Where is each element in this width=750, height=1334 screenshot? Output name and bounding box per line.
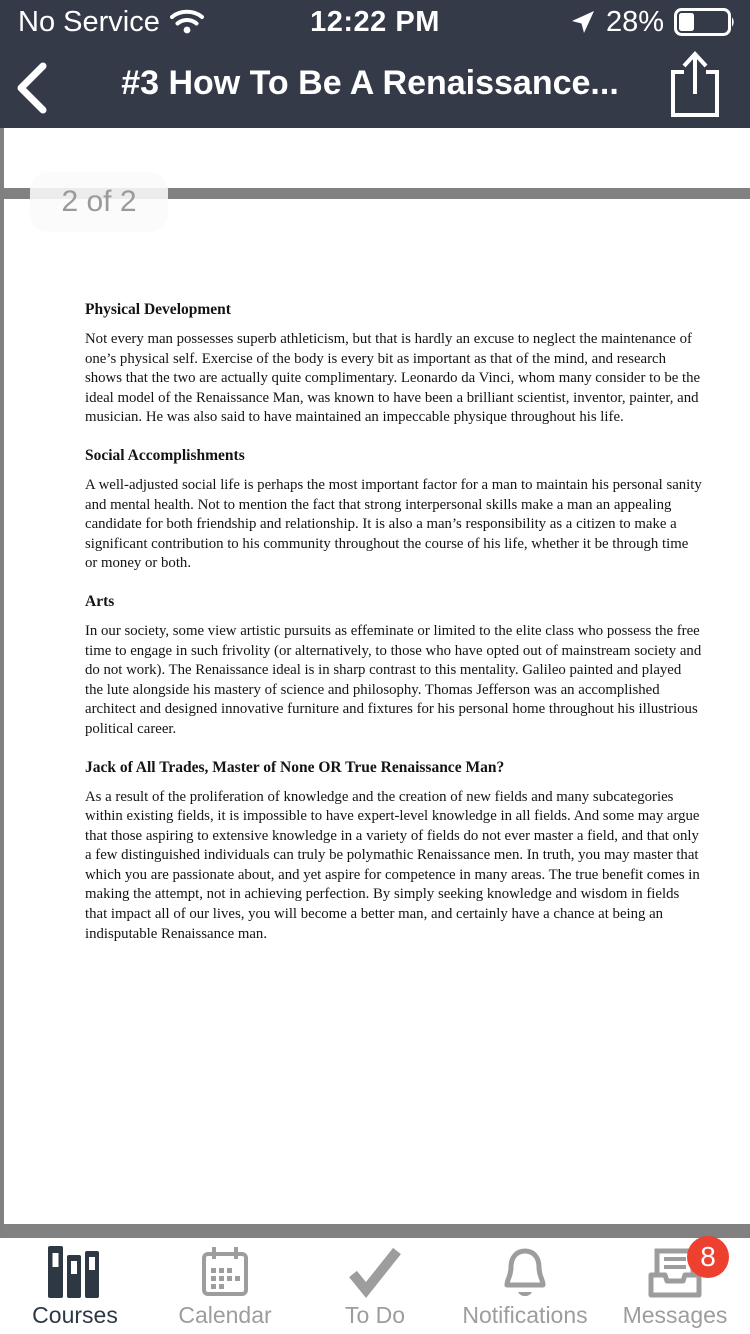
bell-icon bbox=[500, 1245, 550, 1299]
document-section bbox=[85, 446, 702, 574]
tab-label-calendar: Calendar bbox=[178, 1302, 272, 1328]
bottom-tab-bar bbox=[0, 1238, 750, 1334]
nav-bar bbox=[0, 44, 750, 128]
tab-label-courses: Courses bbox=[32, 1302, 118, 1328]
clock: 12:22 PM bbox=[310, 6, 440, 38]
tab-courses[interactable] bbox=[0, 1238, 150, 1334]
document-section bbox=[85, 300, 702, 428]
tab-todo[interactable] bbox=[300, 1238, 450, 1334]
tab-notifications[interactable] bbox=[450, 1238, 600, 1334]
courses-icon bbox=[46, 1246, 104, 1298]
messages-badge: 8 bbox=[687, 1236, 729, 1278]
section-paragraph: As a result of the proliferation of knowledge and the creation of new fields and many subcategories within existing fields, it is impossible to have expert-level knowledge in all fields. And some may argue that those aspiring to extensive knowledge in a variety of fields do not ever master a field, and that only a few distinguished individuals can truly be polymathic Renaissance men. In truth, you may master that which you are passionate about, and yet aspire for competence in many areas. The true benefit comes in making the attempt, not in achieving perfection. By simply seeking knowledge and wisdom in fields that impact all of our lives, you will become a better man, and certainly have a chance at being an indisputable Renaissance man. bbox=[85, 788, 700, 942]
calendar-icon bbox=[200, 1246, 250, 1298]
back-button[interactable] bbox=[14, 62, 66, 114]
document-page bbox=[85, 300, 702, 962]
document-section bbox=[85, 592, 702, 740]
share-button[interactable] bbox=[666, 50, 728, 120]
section-heading: Social Accomplishments bbox=[85, 446, 245, 464]
section-heading: Physical Development bbox=[85, 301, 231, 318]
page-edge-line bbox=[0, 128, 4, 1238]
section-paragraph: In our society, some view artistic pursuits as effeminate or limited to the elite class who possess the free time to engage in such frivolity (or alternatively, to those who have opted out of mainstream society and do not work). The Renaissance ideal is in sharp contrast to this mentality. Galileo painted and played the lute alongside his mastery of science and philosophy. Thomas Jefferson was an accomplished architect and designed innovative furniture and fixtures for his personal home throughout his illustrious political career. bbox=[85, 622, 702, 737]
tab-calendar[interactable] bbox=[150, 1238, 300, 1334]
todo-check-icon bbox=[347, 1246, 403, 1298]
section-heading: Jack of All Trades, Master of None OR True Renaissance Man? bbox=[85, 758, 505, 776]
pdf-viewer[interactable] bbox=[0, 128, 750, 1238]
tab-label-messages: Messages bbox=[622, 1302, 728, 1328]
page-title: #3 How To Be A Renaissance... bbox=[121, 64, 619, 102]
status-bar bbox=[0, 0, 750, 44]
location-arrow-icon bbox=[570, 9, 596, 35]
section-heading: Arts bbox=[85, 592, 115, 610]
app-chrome bbox=[0, 0, 750, 128]
document-section bbox=[85, 758, 702, 945]
tab-label-notifications: Notifications bbox=[462, 1302, 588, 1328]
document-end-separator bbox=[0, 1224, 750, 1238]
section-paragraph: A well-adjusted social life is perhaps the most important factor for a man to maintain his personal sanity and mental health. Not to mention the fact that strong interpersonal skills make a man an appealing candidate for both friendship and relationship. It is also a man’s responsibility as a citizen to make a significant contribution to his community throughout the course of his life, whether it be through time or money or both. bbox=[85, 476, 702, 572]
tab-label-todo: To Do bbox=[344, 1302, 406, 1328]
battery-icon bbox=[674, 8, 736, 36]
battery-percent-label: 28% bbox=[605, 5, 664, 38]
page-number-indicator: 2 of 2 bbox=[30, 172, 168, 232]
carrier-label: No Service bbox=[18, 5, 160, 38]
tab-messages[interactable] bbox=[600, 1238, 750, 1334]
section-paragraph: Not every man possesses superb athleticism, but that is hardly an excuse to neglect the maintenance of one’s physical self. Exercise of the body is every bit as important as that of the mind, and research shows that the two are actually quite complimentary. Leonardo da Vinci, whom many consider to be the ideal model of the Renaissance Man, was known to have been a brilliant scientist, inventor, painter, and musician. He was also said to have maintained an impeccable physique throughout his life. bbox=[85, 331, 701, 426]
